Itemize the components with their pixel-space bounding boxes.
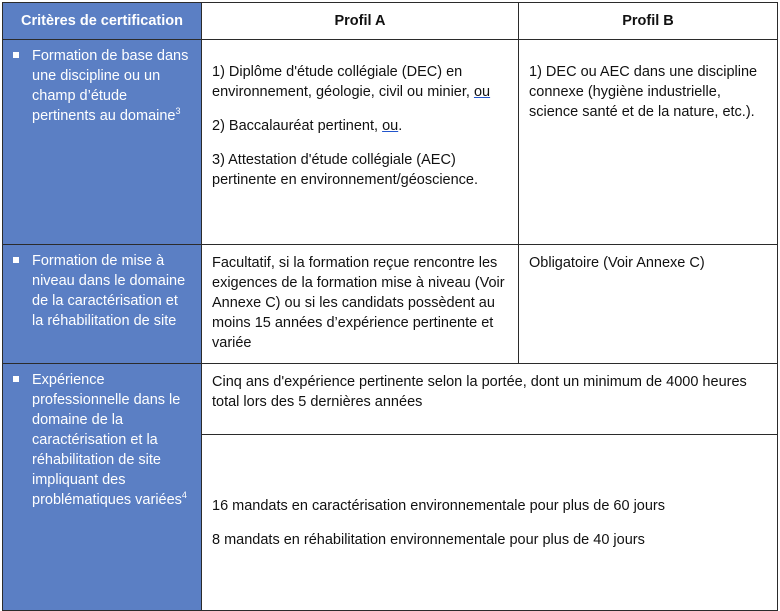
profile-a-header: Profil A [202, 3, 519, 40]
table-row [3, 364, 778, 435]
experience-text: Cinq ans d'expérience pertinente selon la portée, dont un minimum de 4000 heures total lors des 5 dernières années [212, 374, 747, 410]
option-3: 3) Attestation d'étude collégiale (AEC) pertinente en environnement/géoscience. [212, 152, 479, 188]
or-link: ou [473, 84, 491, 100]
experience-requirement-cell [202, 364, 778, 435]
option-2: 2) Baccalauréat pertinent, ou. [212, 118, 403, 134]
profile-a-cell [202, 245, 519, 364]
profile-b-text: 1) DEC ou AEC dans une discipline connexe (hygiène industrielle, science santé et de la nature, etc.). [529, 64, 758, 120]
profile-b-header: Profil B [519, 3, 778, 40]
profile-b-text: Obligatoire (Voir Annexe C) [529, 255, 705, 271]
certification-table [2, 2, 778, 611]
footnote-ref: 4 [181, 490, 187, 501]
header-row [3, 3, 778, 40]
criterion-cell [3, 40, 202, 245]
table-row [3, 40, 778, 245]
criterion-cell [3, 245, 202, 364]
profile-b-cell [519, 245, 778, 364]
profile-a-cell [202, 40, 519, 245]
criteria-header: Critères de certification [3, 3, 202, 40]
mandate-characterization: 16 mandats en caractérisation environnementale pour plus de 60 jours [212, 497, 665, 514]
footnote-ref: 3 [175, 106, 181, 117]
criterion-text: Formation de mise à niveau dans le domaine de la caractérisation et la réhabilitation de site [32, 253, 186, 329]
criterion-text: Expérience professionnelle dans le domaine de la caractérisation et la réhabilitation de site impliquant des problématiques variées$^4$ [32, 372, 187, 508]
table-row [3, 245, 778, 364]
criterion-cell [3, 364, 202, 611]
profile-b-cell [519, 40, 778, 245]
or-link: ou [382, 118, 399, 134]
mandate-rehabilitation: 8 mandats en réhabilitation environnementale pour plus de 40 jours [212, 531, 645, 548]
bullet-icon [13, 52, 19, 58]
bullet-icon [13, 257, 19, 263]
criterion-text: Formation de base dans une discipline ou un champ d’étude pertinents au domaine$^3$ [32, 48, 189, 124]
mandates-cell [202, 435, 778, 611]
profile-a-text: Facultatif, si la formation reçue rencontre les exigences de la formation mise à niveau (Voir Annexe C) ou si les candidats possèdent au moins 15 années d’expérience pertinente et variée [212, 255, 505, 351]
bullet-icon [13, 376, 19, 382]
option-1: 1) Diplôme d'étude collégiale (DEC) en environnement, géologie, civil ou minier, ou [212, 64, 491, 100]
